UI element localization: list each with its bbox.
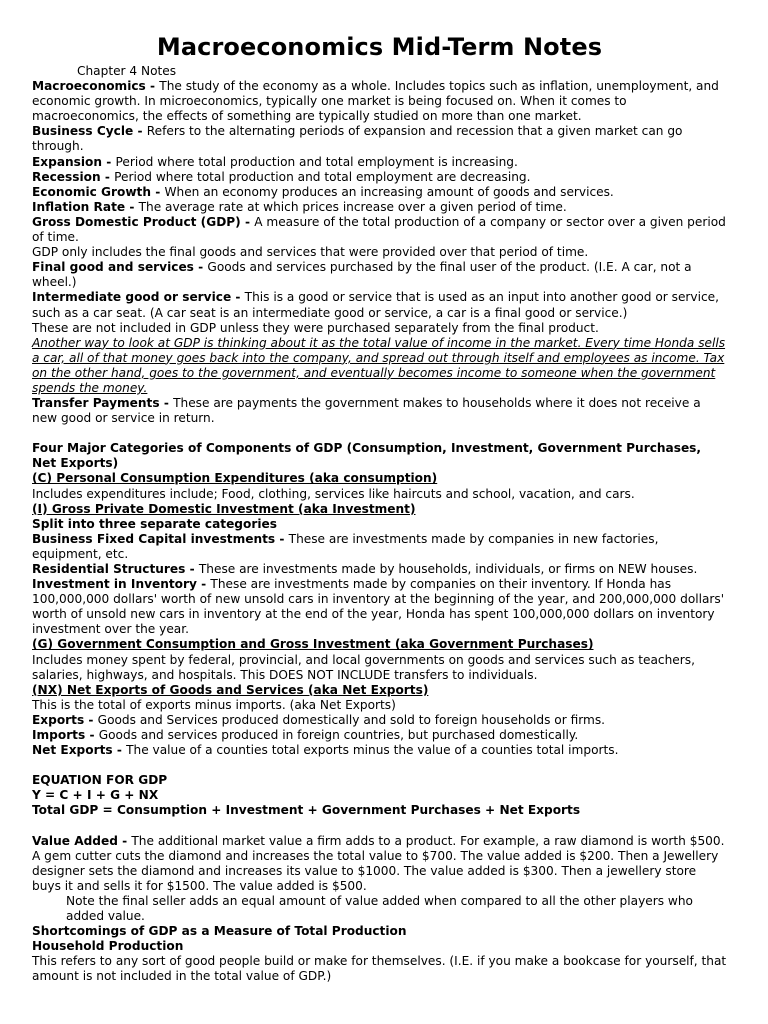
government-heading: (G) Government Consumption and Gross Investment (aka Government Purchases) xyxy=(32,637,594,652)
four-categories-heading: Four Major Categories of Components of GDP (Consumption, Investment, Government Purchases, Net Exports) xyxy=(32,441,702,471)
definition-term: Transfer Payments - xyxy=(32,396,174,411)
definition-text: Refers to the alternating periods of expansion and recession that a given market can go through. xyxy=(32,124,683,154)
definition-term: Final good and services - xyxy=(32,260,208,275)
spacer xyxy=(32,758,727,773)
definition-term: Business Fixed Capital investments - xyxy=(32,531,289,546)
definition-intermediate-good xyxy=(32,290,727,320)
definition-term: Economic Growth - xyxy=(32,184,165,199)
definition-term: Net Exports - xyxy=(32,743,127,758)
definition-text: The value of a counties total exports minus the value of a counties total imports. xyxy=(126,743,619,758)
definition-term: Residential Structures - xyxy=(32,562,199,576)
consumption-text: Includes expenditures include; Food, clothing, services like haircuts and school, vacation, and cars. xyxy=(32,486,635,501)
definition-term: Value Added - xyxy=(32,833,132,848)
household-heading: Household Production xyxy=(32,939,184,954)
split-heading: Split into three separate categories xyxy=(32,516,277,531)
income-view-note: Another way to look at GDP is thinking about it as the total value of income in the market. Every time Honda sells a car, all of that money goes back into the company, and spread out through itself and employees as income. Tax on the other hand, goes to the government, and eventually becomes income to someone when the government spends the money. xyxy=(32,335,726,395)
definition-text: These are payments the government makes to households where it does not receive a new good or service in return. xyxy=(32,396,701,426)
definition-text: Goods and Services produced domestically and sold to foreign households or firms. xyxy=(97,712,606,727)
definition-investment-inventory xyxy=(32,577,727,637)
definition-term: Expansion - xyxy=(32,154,116,169)
definition-residential-structures xyxy=(32,562,727,577)
definition-term: Exports - xyxy=(32,712,98,727)
chapter-label: Chapter 4 Notes xyxy=(77,64,177,78)
net-exports-text: This is the total of exports minus imports. (aka Net Exports) xyxy=(32,697,396,712)
definition-term: Recession - xyxy=(32,169,115,184)
equation-expanded: Total GDP = Consumption + Investment + Government Purchases + Net Exports xyxy=(32,803,581,818)
investment-heading: (I) Gross Private Domestic Investment (aka Investment) xyxy=(32,501,416,516)
definition-term: Investment in Inventory - xyxy=(32,577,211,592)
definition-final-good xyxy=(32,260,727,290)
definition-exports xyxy=(32,713,727,728)
household-text: This refers to any sort of good people build or make for themselves. (I.E. if you make a bookcase for yourself, that amount is not included in the total value of GDP.) xyxy=(32,954,727,984)
net-exports-heading: (NX) Net Exports of Goods and Services (aka Net Exports) xyxy=(32,682,429,697)
definition-term: Intermediate good or service - xyxy=(32,290,245,305)
definition-term: Imports - xyxy=(32,728,99,743)
document-title: Macroeconomics Mid-Term Notes xyxy=(156,33,603,61)
equation-heading: EQUATION FOR GDP xyxy=(32,773,168,788)
definition-text: A measure of the total production of a company or sector over a given period of time. xyxy=(32,214,726,245)
consumption-heading: (C) Personal Consumption Expenditures (aka consumption) xyxy=(32,471,438,486)
definition-macroeconomics xyxy=(32,79,727,124)
definition-net-exports xyxy=(32,743,727,758)
definition-term: Gross Domestic Product (GDP) - xyxy=(32,214,255,229)
intermediate-note: These are not included in GDP unless they were purchased separately from the final product. xyxy=(32,320,599,335)
definition-text: Goods and services purchased by the final user of the product. (I.E. A car, not a wheel.) xyxy=(32,260,692,290)
government-text: Includes money spent by federal, provincial, and local governments on goods and services such as teachers, salaries, highways, and hospitals. This DOES NOT INCLUDE transfers to individuals. xyxy=(32,652,695,682)
definition-text: Period where total production and total employment are decreasing. xyxy=(114,169,531,184)
definition-transfer-payments xyxy=(32,396,727,426)
definition-gdp xyxy=(32,215,727,245)
definition-term: Business Cycle - xyxy=(32,124,147,139)
document-page xyxy=(32,30,727,984)
definition-text: The study of the economy as a whole. Includes topics such as inflation, unemployment, and economic growth. In microeconomics, typically one market is being focused on. When it comes to macroeconomics, the effects of something are typically studied on more than one market. xyxy=(32,79,719,124)
definition-text: Goods and services produced in foreign countries, but purchased domestically. xyxy=(98,728,579,743)
value-added-note: Note the final seller adds an equal amount of value added when compared to all the other players who added value. xyxy=(66,893,693,923)
definition-inflation-rate xyxy=(32,200,727,215)
shortcomings-heading: Shortcomings of GDP as a Measure of Total Production xyxy=(32,924,407,939)
definition-expansion xyxy=(32,155,727,170)
definition-recession xyxy=(32,170,727,185)
definition-value-added xyxy=(32,834,727,894)
definition-text: When an economy produces an increasing amount of goods and services. xyxy=(164,184,614,199)
definition-text: Period where total production and total employment is increasing. xyxy=(115,154,518,169)
definition-term: Macroeconomics - xyxy=(32,79,160,94)
definition-term: Inflation Rate - xyxy=(32,199,139,214)
spacer xyxy=(32,426,727,441)
equation-formula: Y = C + I + G + NX xyxy=(32,788,159,803)
definition-text: The additional market value a firm adds to a product. For example, a raw diamond is worth $500. A gem cutter cuts the diamond and increases the total value to $700. The value added is $200. Then a Jewellery designer sets the diamond and increases its value to $1000. The value added is $300. Then a jewellery store buys it and sells it for $1500. The value added is $500. xyxy=(32,833,725,893)
definition-business-fixed-capital xyxy=(32,532,727,562)
definition-economic-growth xyxy=(32,185,727,200)
definition-business-cycle xyxy=(32,124,727,154)
definition-text: These are investments made by households, individuals, or firms on NEW houses. xyxy=(198,562,698,576)
spacer xyxy=(32,819,727,834)
definition-text: These are investments made by companies in new factories, equipment, etc. xyxy=(32,531,659,561)
definition-text: This is a good or service that is used as an input into another good or service, such as a car seat. (A car seat is an intermediate good or service, a car is a final good or service.) xyxy=(32,290,719,320)
definition-imports xyxy=(32,728,727,743)
definition-text: These are investments made by companies on their inventory. If Honda has 100,000,000 dollars' worth of new unsold cars in inventory at the beginning of the year, and 200,000,000 dollars' worth of unsold new cars in inventory at the end of the year, Honda has spent 100,000,000 dollars on inventory investment over the year. xyxy=(32,577,725,637)
definition-text: The average rate at which prices increase over a given period of time. xyxy=(138,199,567,214)
gdp-note: GDP only includes the final goods and services that were provided over that period of time. xyxy=(32,245,589,260)
